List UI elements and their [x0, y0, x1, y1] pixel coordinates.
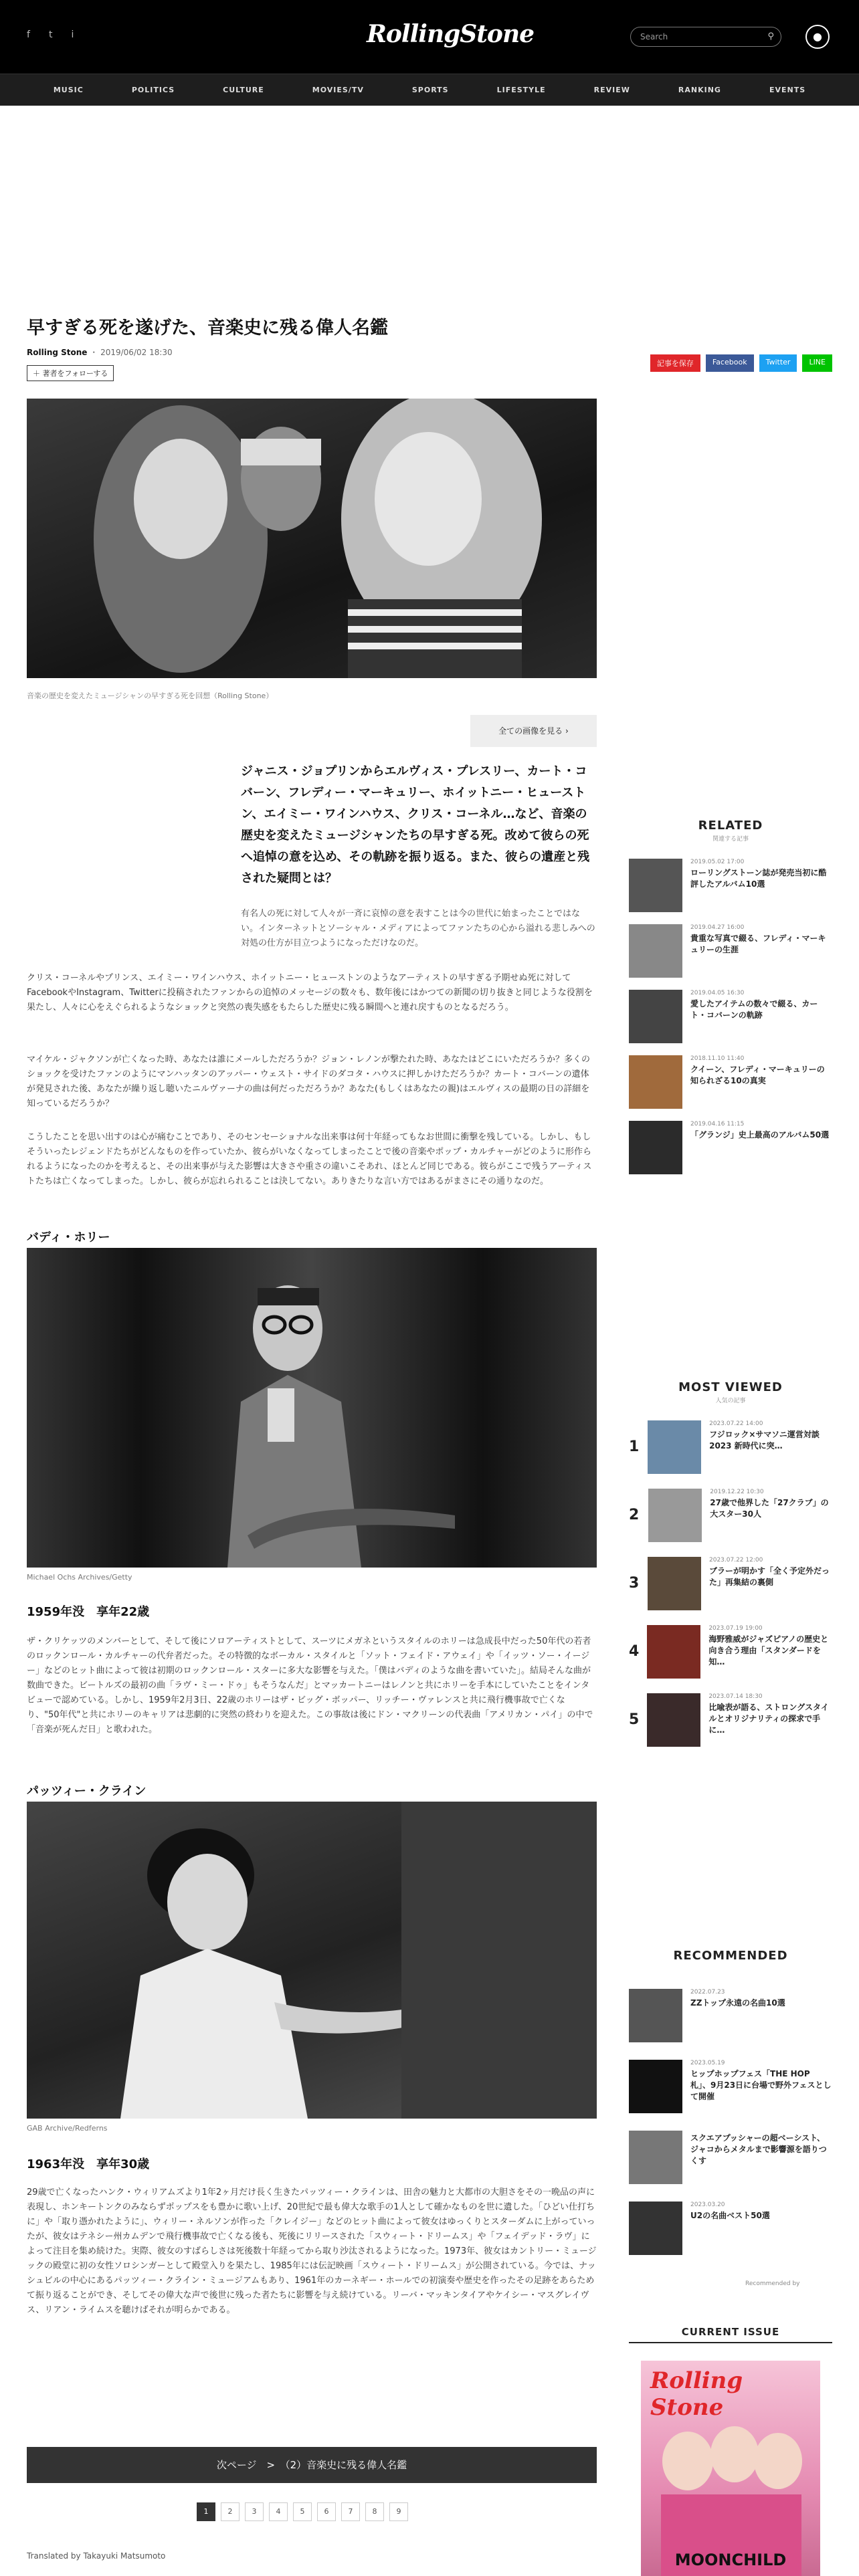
item-title: 27歳で他界した「27クラブ」の大スター30人 — [710, 1498, 829, 1519]
nav-sports[interactable]: SPORTS — [411, 86, 449, 94]
recommended-title: RECOMMENDED — [673, 1949, 788, 1963]
recommended-credit: Recommended by — [745, 2280, 800, 2287]
most-viewed-subtitle: 人気の記事 — [715, 1398, 746, 1404]
hero-portraits — [27, 399, 597, 678]
section-heading: パッツィー・クライン — [27, 1784, 147, 1798]
section-heading: バディ・ホリー — [27, 1230, 110, 1245]
most-viewed-title: MOST VIEWED — [678, 1380, 783, 1394]
magazine-cover[interactable] — [641, 2361, 820, 2576]
article-quote: 有名人の死に対して人々が一斉に哀悼の意を表すことは今の世代に始まったことではない。インターネットとソーシャル・メディアによってファンたちの心から溢れる悲しみへの対処の仕方が目立つようになっただけなのだ。 — [241, 909, 595, 948]
item-date: 2023.07.22 14:00 — [709, 1420, 763, 1427]
item-date: 2023.07.14 18:30 — [708, 1693, 763, 1700]
recommended-thumbnail — [629, 2131, 682, 2184]
recommended-heading — [629, 1949, 832, 1963]
recommended-thumbnail — [629, 1989, 682, 2042]
nav-ranking[interactable]: RANKING — [678, 86, 721, 94]
current-issue-heading — [629, 2326, 832, 2343]
item-title: 「グランジ」史上最高のアルバム50選 — [690, 1130, 830, 1140]
nav-lifestyle[interactable]: LIFESTYLE — [496, 86, 546, 94]
page-link[interactable]: 2 — [221, 2502, 240, 2521]
item-date: 2019.12.22 10:30 — [710, 1489, 764, 1495]
page-link[interactable]: 4 — [269, 2502, 288, 2521]
page-link[interactable]: 9 — [389, 2502, 408, 2521]
nav-culture[interactable]: CULTURE — [223, 86, 264, 94]
recommended-thumbnail — [629, 2060, 682, 2113]
paragraph: こうしたことを思い出すのは心が痛むことであり、そのセンセーショナルな出来事は何十年経ってもなお世間に衝撃を残している。しかし、もしそういったレジェンドたちがどんなものを作っていたか、彼らがいなくなってしまったことで後の音楽やポップ・カルチャーがどのように形作られるようになったのかを考えると、その出来事が与えた影響は大きさや重さの違いこそあれ、ほとんど同じである。彼らがここで残うアーティストたちは亡くなってしまった。しかし、彼らが忘れられることは決してない。ありきたりな言い方ではあるがまさにその通りなのだ。 — [27, 1132, 592, 1186]
publish-date: 2019/06/02 18:30 — [100, 348, 173, 357]
save-article-button[interactable]: 記事を保存 — [650, 354, 700, 372]
page-link[interactable]: 1 — [197, 2502, 215, 2521]
nav-movies-tv[interactable]: MOVIES/TV — [312, 86, 364, 94]
patsy-cline-figure — [27, 1802, 597, 2119]
item-date: 2019.05.02 17:00 — [690, 859, 745, 865]
view-all-images-button[interactable]: 全ての画像を見る › — [470, 715, 597, 747]
rank-number: 5 — [629, 1711, 640, 1728]
most-viewed-thumbnail — [648, 1557, 701, 1610]
most-viewed-thumbnail — [648, 1420, 701, 1474]
item-date: 2022.07.23 — [690, 1989, 725, 1996]
pagination — [197, 2502, 408, 2521]
paragraph: ザ・クリケッツのメンバーとして、そして後にソロアーティストとして、スーツにメガネというスタイルのホリーは急成長中だった50年代の若者のロックンロール・カルチャーの代弁者だった。その特徴的なボーカル・スタイルと「ソット・フェイド・アウェイ」や「イッツ・ソー・イージー」などのヒット曲によって彼は初期のロックンロール・スターに多大な影響を与えた。「僕はバディのような曲を書いていた」。結局そんな曲が数曲できた。ビートルズの最初の曲「ラヴ・ミー・ドゥ」もそうなんだ」とマッカートニーはレノンと共にホリーを手本にしていたことをインタビューで認めている。しかし、1959年2月3日、22歳のホリーはザ・ビッグ・ボッパー、リッチー・ヴァレンスと共に飛行機事故で亡くなり、"50年代"と共にホリーのキャリアは悲劇的に突然の終わりを迎えた。この事故は後にドン・マクリーンの代表曲「アメリカン・パイ」の中で「音楽が死んだ日」と歌われた。 — [27, 1636, 593, 1735]
item-date: 2019.04.16 11:15 — [690, 1121, 745, 1128]
related-thumbnail — [629, 1121, 682, 1174]
rank-number: 2 — [629, 1507, 640, 1523]
section-subheading: 1959年没 享年22歳 — [27, 1605, 150, 1619]
photo-credit: GAB Archive/Redferns — [27, 2124, 108, 2133]
page-link[interactable]: 7 — [341, 2502, 360, 2521]
related-title: RELATED — [698, 819, 763, 833]
most-viewed-thumbnail — [647, 1625, 700, 1679]
follow-author-button[interactable]: ＋ 著者をフォローする — [27, 365, 114, 381]
share-buttons — [650, 354, 832, 372]
recommended-item[interactable] — [629, 1989, 832, 2042]
paragraph: 29歳で亡くなったハンク・ウィリアムズより1年2ヶ月だけ長く生きたパッツィー・クラインは、田舎の魅力と大都市の大胆さをその一晩品の声に表現し、ホンキートンクのみならずポップスをも豊かに歌い上げ、20世紀で最も偉大な歌手の1人として確かなものを世に遺した。「ひどい仕打ちに」や「取り憑かれたように」、ウィリー・ネルソンが作った「クレイジー」などのヒット曲によって彼女はゆっくりとスターダムに上がっていったが、彼女はテネシー州カムデンで飛行機事故で亡くなる後も、死後にリリースされた「スウィート・ドリームス」や「フェイデッド・ラヴ」によって注目を集め続けた。実際、彼女のすばらしさは死後数十年経ってから取り沙汰されるようになった。1973年、彼女はカントリー・ミュージックの殿堂に初の女性ソロシンガーとして殿堂入りを果たし、1985年には伝記映画「スウィート・ドリームス」が公開されている。今では、ナッシュビルの中心にあるパッツィー・クライン・ミュージアムもあり、1961年のカーネギー・ホールでの初演奏や歴史を作ったその足跡をあらためて振り返ることができ、そしてその偉大な声で後世に残った者たちに影響を与え続けている。リーバ・マッキンタイアやケイシー・マスグレイヴス、リアン・ライムスを聴けばそれが明らかである。 — [27, 2187, 597, 2315]
social-links — [27, 29, 74, 40]
nav-events[interactable]: EVENTS — [769, 86, 806, 94]
search-placeholder: Search — [640, 32, 668, 41]
site-logo[interactable]: RollingStone — [367, 20, 535, 48]
item-date: 2023.03.20 — [690, 2202, 725, 2208]
item-title: ローリングストーン誌が発売当初に酷評したアルバム10選 — [690, 868, 827, 889]
follow-label: 著者をフォローする — [42, 369, 108, 378]
page-link[interactable]: 8 — [365, 2502, 384, 2521]
item-date: 2019.04.05 16:30 — [690, 990, 745, 996]
patsy-cline-photo[interactable] — [27, 1802, 597, 2119]
item-title: スクエアプッシャーの超ベーシスト、ジャコからメタルまで影響源を語りつくす — [690, 2133, 827, 2165]
buddy-holly-photo[interactable] — [27, 1248, 597, 1568]
item-date: 2023.05.19 — [690, 2060, 725, 2066]
section-subheading: 1963年没 享年30歳 — [27, 2157, 150, 2171]
buddy-holly-figure — [27, 1248, 597, 1568]
related-thumbnail — [629, 1055, 682, 1109]
search-icon[interactable]: ⚲ — [767, 31, 774, 41]
related-heading — [629, 819, 832, 843]
article-lead: ジャニス・ジョプリンからエルヴィス・プレスリー、カート・コバーン、フレディー・マーキュリー、ホイットニー・ヒューストン、エイミー・ワインハウス、クリス・コーネル…など、音楽の歴史を変えたミュージシャンたちの早すぎる死。改めて彼らの死へ追悼の意を込め、その軌跡を振り返る。また、彼らの遺産と残された疑問とは？ — [241, 764, 590, 885]
paragraph: クリス・コーネルやプリンス、エイミー・ワインハウス、ホイットニー・ヒューストンのようなアーティストの早すぎる予期せぬ死に対してFacebookやInstagram、Twitterに投稿されたファンからの追悼のメッセージの数々も、数年後にはかつての新聞の切り抜きと同じような役割を果たし、人々に心をえぐられるようなショックと突然の喪失感をもたらした歴史に残る瞬間へと連れ戻すものとなるだろう。 — [27, 973, 593, 1012]
related-thumbnail — [629, 859, 682, 912]
most-viewed-heading — [629, 1380, 832, 1404]
most-viewed-item[interactable] — [629, 1489, 832, 1542]
nav-review[interactable]: REVIEW — [593, 86, 630, 94]
item-date: 2023.07.19 19:00 — [708, 1625, 763, 1632]
related-thumbnail — [629, 990, 682, 1043]
related-item[interactable] — [629, 1055, 832, 1109]
item-title: ヒップホップフェス「THE HOP 札」、9月23日に台場で野外フェスとして開催 — [690, 2069, 832, 2101]
twitter-icon[interactable]: t — [48, 29, 53, 40]
instagram-icon[interactable]: i — [71, 29, 74, 40]
article-title: 早すぎる死を遂げた、音楽史に残る偉人名鑑 — [27, 318, 388, 338]
search-input[interactable] — [630, 27, 781, 47]
translator-credit: Translated by Takayuki Matsumoto — [27, 2551, 166, 2561]
rank-number: 3 — [629, 1575, 640, 1592]
site-header — [0, 0, 859, 74]
most-viewed-item[interactable] — [629, 1625, 832, 1679]
item-title: ブラーが明かす「全く予定外だった」再集結の裏側 — [709, 1566, 830, 1587]
cover-logo: Rolling Stone — [650, 2367, 743, 2421]
related-item[interactable] — [629, 1121, 832, 1174]
most-viewed-thumbnail — [647, 1693, 700, 1747]
author-name[interactable]: Rolling Stone — [27, 348, 88, 357]
main-nav — [0, 74, 859, 106]
item-date: 2019.04.27 16:00 — [690, 924, 745, 931]
rank-number: 1 — [629, 1438, 640, 1455]
share-twitter-button[interactable]: Twitter — [759, 354, 797, 372]
photo-credit: Michael Ochs Archives/Getty — [27, 1573, 132, 1582]
item-title: 海野雅威がジャズピアノの歴史と向き合う理由「スタンダードを知… — [708, 1634, 829, 1667]
item-date: 2018.11.10 11:40 — [690, 1055, 745, 1062]
hero-image[interactable] — [27, 399, 597, 678]
related-subtitle: 関連する記事 — [712, 836, 749, 843]
item-title: U2の名曲ベスト50選 — [690, 2211, 770, 2220]
most-viewed-item[interactable] — [629, 1557, 832, 1610]
page-link[interactable]: 5 — [293, 2502, 312, 2521]
item-title: ZZトップ永遠の名曲10選 — [690, 1998, 785, 2008]
recommended-item[interactable] — [629, 2131, 832, 2184]
article-byline: Rolling Stone ・ 2019/06/02 18:30 — [27, 348, 173, 357]
share-facebook-button[interactable]: Facebook — [706, 354, 754, 372]
most-viewed-item[interactable] — [629, 1693, 832, 1747]
item-title: 愛したアイテムの数々で綴る、カート・コバーンの軌跡 — [690, 999, 818, 1020]
gallery-label: 全ての画像を見る — [498, 726, 563, 736]
related-item[interactable] — [629, 990, 832, 1043]
page-link[interactable]: 6 — [317, 2502, 336, 2521]
item-title: クイーン、フレディ・マーキュリーの知られざる10の真実 — [690, 1065, 825, 1085]
user-icon[interactable]: ● — [805, 25, 830, 49]
facebook-icon[interactable]: f — [27, 29, 30, 40]
cover-headline: MOONCHILD — [674, 2551, 787, 2569]
recommended-item[interactable] — [629, 2060, 832, 2113]
nav-politics[interactable]: POLITICS — [131, 86, 175, 94]
share-line-button[interactable]: LINE — [802, 354, 832, 372]
related-item[interactable] — [629, 859, 832, 912]
related-thumbnail — [629, 924, 682, 978]
recommended-item[interactable] — [629, 2202, 832, 2255]
item-date: 2023.07.22 12:00 — [709, 1557, 763, 1564]
related-item[interactable] — [629, 924, 832, 978]
item-title: 貴重な写真で綴る、フレディ・マーキュリーの生涯 — [690, 934, 826, 954]
current-issue-title: CURRENT ISSUE — [629, 2326, 832, 2343]
cover-art — [641, 2361, 820, 2576]
recommended-thumbnail — [629, 2202, 682, 2255]
rank-number: 4 — [629, 1643, 640, 1660]
most-viewed-thumbnail — [648, 1489, 702, 1542]
paragraph: マイケル・ジャクソンが亡くなった時、あなたは誰にメールしただろうか？ジョン・レノンが撃たれた時、あなたはどこにいただろうか？多くのショックを受けたファンのようにマンハッタンのアッパー・ウェスト・サイドのダコタ・ハウスに押しかけただろうか？カート・コバーンの遺体が発見された後、あなたが繰り返し聴いたニルヴァーナの曲は何だっただろうか？あなた(もしくはあなたの親)はエルヴィスの最期の日の詳細を知っているだろうか？ — [27, 1055, 591, 1109]
page-link[interactable]: 3 — [245, 2502, 264, 2521]
nav-music[interactable]: MUSIC — [53, 86, 84, 94]
hero-caption: 音楽の歴史を変えたミュージシャンの早すぎる死を回想（Rolling Stone） — [27, 691, 274, 700]
next-page-button[interactable]: 次ページ > （2）音楽史に残る偉人名鑑 — [27, 2447, 597, 2483]
item-title: 比喩表が語る、ストロングスタイルとオリジナリティの探求で手に… — [708, 1703, 829, 1735]
item-title: フジロック×サマソニ運営対談2023 新時代に突… — [709, 1430, 820, 1451]
most-viewed-item[interactable] — [629, 1420, 832, 1474]
